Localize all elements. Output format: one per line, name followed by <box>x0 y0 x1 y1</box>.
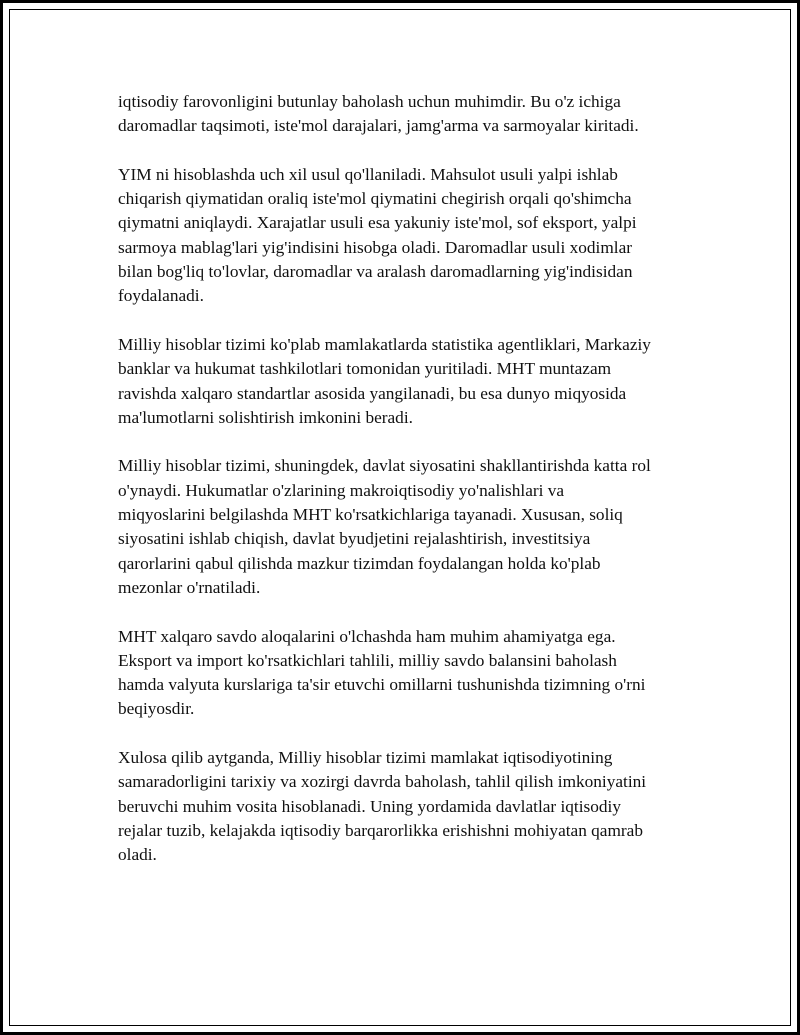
paragraph-gdp-methods: YIM ni hisoblashda uch xil usul qo'llaniladi. Mahsulot usuli yalpi ishlab chiqarish qiymatidan oraliq iste'mol qiymatini chegirish orqali qo'shimcha qiymatni aniqlaydi. Xarajatlar usuli esa yakuniy iste'mol, sof eksport, yalpi sarmoya mablag'lari yig'indisini hisobga oladi. Daromadlar usuli xodimlar bilan bog'liq to'lovlar, daromadlar va aralash daromadlarning yig'indisidan foydalanadi. <box>118 164 637 306</box>
document-body <box>118 90 698 868</box>
paragraph-conclusion: Xulosa qilib aytganda, Milliy hisoblar tizimi mamlakat iqtisodiyotining samaradorligini tarixiy va xozirgi davrda baholash, tahlil qilish imkoniyatini beruvchi muhim vosita hisoblanadi. Uning yordamida davlatlar iqtisodiy rejalar tuzib, kelajakda iqtisodiy barqarorlikka erishishni mohiyatan qamrab oladi. <box>118 748 647 865</box>
paragraph-international-trade: MHT xalqaro savdo aloqalarini o'lchashda ham muhim ahamiyatga ega. Eksport va import ko'rsatkichlari tahlili, milliy savdo balansini baholash hamda valyuta kurslariga ta'sir etuvchi omillarni tushunishda tizimning o'rni beqiyosdir. <box>118 626 646 719</box>
paragraph-maintenance: Milliy hisoblar tizimi ko'plab mamlakatlarda statistika agentliklari, Markaziy banklar va hukumat tashkilotlari tomonidan yuritiladi. MHT muntazam ravishda xalqaro standartlar asosida yangilanadi, bu esa dunyo miqyosida ma'lumotlarni solishtirish imkonini beradi. <box>118 334 651 427</box>
paragraph-intro-continuation: iqtisodiy farovonligini butunlay baholash uchun muhimdir. Bu o'z ichiga daromadlar taqsimoti, iste'mol darajalari, jamg'arma va sarmoyalar kiritadi. <box>118 92 639 136</box>
paragraph-state-policy: Milliy hisoblar tizimi, shuningdek, davlat siyosatini shakllantirishda katta rol o'ynaydi. Hukumatlar o'zlarining makroiqtisodiy yo'nalishlari va miqyoslarini belgilashda MHT ko'rsatkichlariga tayanadi. Xususan, soliq siyosatini ishlab chiqish, davlat byudjetini rejalashtirish, investitsiya qarorlarini qabul qilishda mazkur tizimdan foydalangan holda ko'plab mezonlar o'rnatiladi. <box>118 456 651 597</box>
